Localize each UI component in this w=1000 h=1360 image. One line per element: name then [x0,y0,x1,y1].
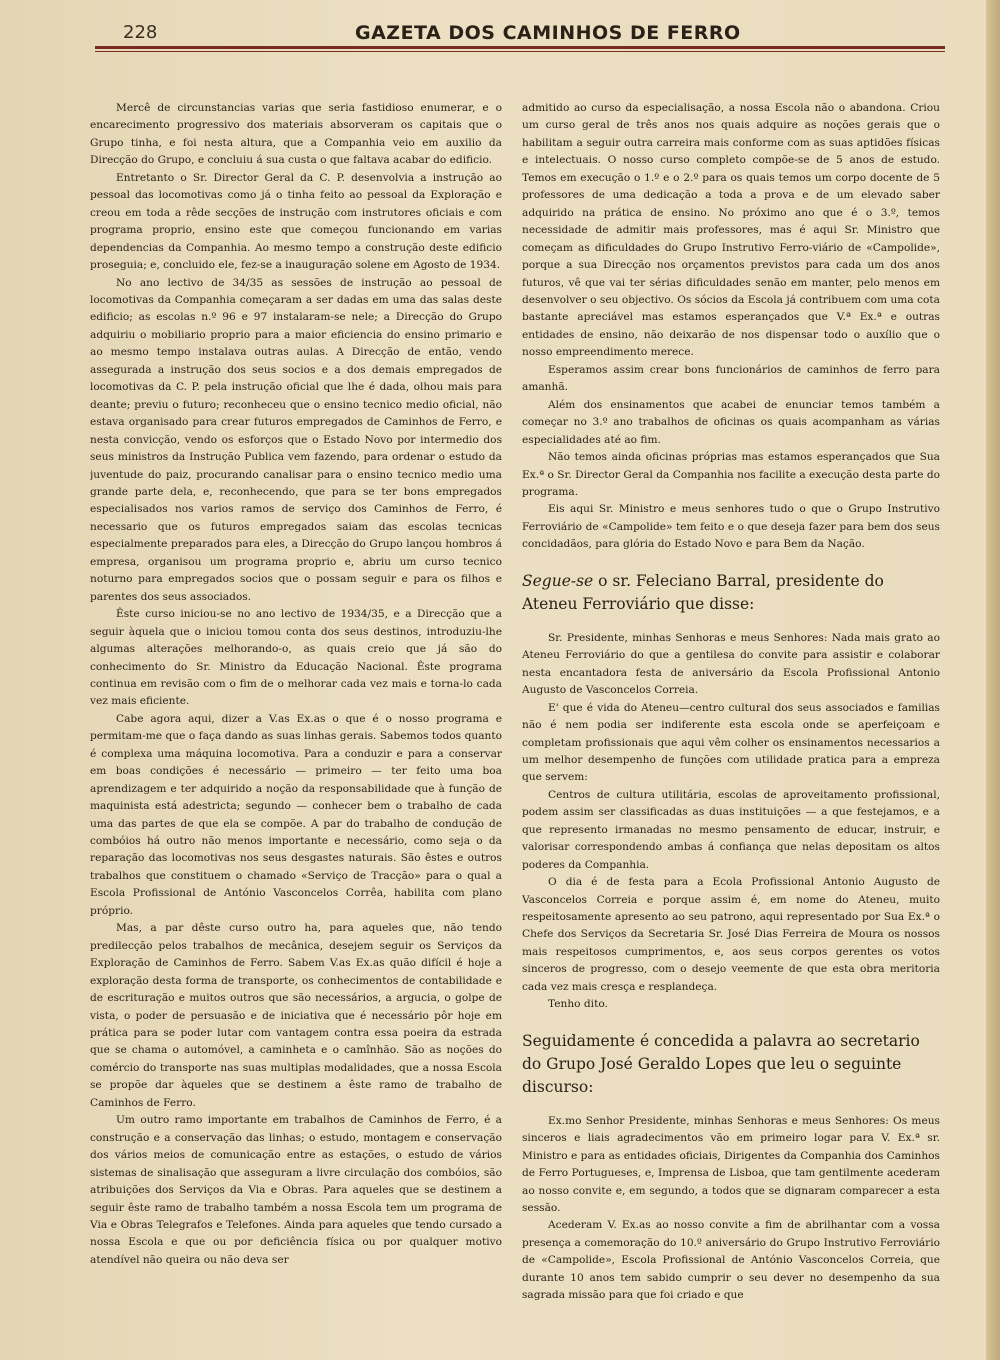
page-spine-edge [986,0,1000,1360]
heading-text: o sr. Feleciano Barral, presidente do Ateneu Ferroviário que disse: [522,571,884,613]
heading-italic-lead: Segue-se [522,571,594,590]
page-number: 228 [123,22,158,43]
paragraph: Não temos ainda oficinas próprias mas estamos esperançados que Sua Ex.ª o Sr. Director Geral da Companhia nos facilite a execução desta parte do programa. [522,451,940,498]
paragraph: O dia é de festa para a Ecola Profissional Antonio Augusto de Vasconcelos Correia e porque assim é, em nome do Ateneu, muito respeitosamente apresento ao seu patrono, aqui representado por Sua Ex.ª o Chefe dos Serviços da Secretaria Sr. José Dias Ferreira de Moura os nossos mais respeitosos cumprimentos, e, aos seus corpos gerentes os votos sinceros de progresso, com o desejo veemente de que esta obra meritoria cada vez mais cresça e resplandeça. [522,876,940,993]
header-rule [95,46,945,49]
paragraph: Esperamos assim crear bons funcionários de caminhos de ferro para amanhã. [522,363,940,394]
paragraph: Tenho dito. [548,998,608,1011]
header-rule-thin [95,51,945,52]
paragraph: Centros de cultura utilitária, escolas de aproveitamento profissional, podem assim ser classificadas as duas instituições — a que festejamos, e a que represento irmanadas no mesmo pensamento de educar, instruir, e valorisar correspondendo ambas á confiança que nelas depositam os altos poderes da Companhia. [522,788,940,871]
paragraph: Êste curso iniciou-se no ano lectivo de 1934/35, e a Direcção que a seguir àquela que o iniciou tomou conta dos seus destinos, introduziu-lhe algumas alterações melhorando-o, as quais creio que já são do conhecimento do Sr. Ministro da Educação Nacional. Êste programa continua em revisão com o fim de o melhorar cada vez mais e torna-lo cada vez mais eficiente. [90,608,502,708]
paragraph: Cabe agora aqui, dizer a V.as Ex.as o que é o nosso programa e permitam-me que o faça dando as suas linhas gerais. Sabemos todos quanto é complexa uma máquina locomotiva. Para a conduzir e para a conservar em boas condições é necessário — primeiro — ter feito uma boa aprendizagem e ter adquirido a noção da responsabilidade que à função de maquinista está adestricta; segundo — conhecer bem o trabalho de cada uma das partes de que ela se compõe. A par do trabalho de condução de combóios há outro não menos importante e necessário, como seja o da reparação das locomotivas nos seus desgastes naturais. São êstes e outros trabalhos que constituem o chamado «Serviço de Tracção» para o qual a Escola Profissional de António Vasconcelos Corrêa, habilita com plano próprio. [90,712,502,917]
section-heading-lopes: Seguidamente é concedida a palavra ao secretario do Grupo José Geraldo Lopes que leu o seguinte discurso: [522,1031,920,1096]
section-heading-barral [522,570,940,616]
paragraph: Além dos ensinamentos que acabei de enunciar temos também a começar no 3.º ano trabalhos de oficinas os quais acompanham as várias especialidades até ao fim. [522,398,940,446]
paragraph: Ex.mo Senhor Presidente, minhas Senhoras e meus Senhores: Os meus sinceros e liais agradecimentos vão em primeiro logar para V. Ex.ª sr. Ministro e para as entidades oficiais, Dirigentes da Companhia dos Caminhos de Ferro Portugueses, e, Imprensa de Lisboa, que tam gentilmente acederam ao nosso convite e, em segundo, a todos que se dignaram comparecer a esta sessão. [522,1114,940,1215]
paragraph: admitido ao curso da especialisação, a nossa Escola não o abandona. Criou um curso geral de três anos nos quais adquire as noções gerais que o habilitam a seguir outra carreira mais conforme com as suas aptidões físicas e intelectuais. O nosso curso completo compõe-se de 5 anos de estudo. Temos em execução o 1.º e o 2.º para os quais temos um corpo docente de 5 professores de uma dedicação a toda a prova e de um elevado saber adquirido na prática de ensino. No próximo ano que é o 3.º, temos necessidade de admitir mais professores, mas é aqui Sr. Ministro que começam as dificuldades do Grupo Instrutivo Ferro-viário de «Campolide», porque a sua Direcção nos orçamentos previstos para cada um dos anos futuros, vê que vai ter sérias dificuldades senão em manter, pelo menos em desenvolver o seu objectivo. Os sócios da Escola já contribuem com uma cota bastante apreciável mas estamos esperançados que V.ª Ex.ª e outras entidades de ensino, não deixarão de nos dispensar todo o auxílio que o nosso empreendimento merece. [522,102,940,359]
paragraph: Mercê de circunstancias varias que seria fastidioso enumerar, e o encarecimento progressivo dos materiais absorveram os capitais que o Grupo tinha, e foi nesta altura, que a Companhia veio em auxilio da Direcção do Grupo, e concluiu á sua custa o que faltava acabar do edificio. [90,102,502,167]
paragraph: No ano lectivo de 34/35 as sessões de instrução ao pessoal de locomotivas da Companhia começaram a ser dadas em uma das salas deste edificio; as escolas n.º 96 e 97 instalaram-se nele; a Direcção do Grupo adquiriu o mobiliario proprio para a maior eficiencia do ensino primario e ao mesmo tempo instalava outras aulas. A Direcção de então, vendo assegurada a instrução dos seus socios e a dos demais empregados de locomotivas da C. P. pela instrução oficial que lhe é dada, olhou mais para deante; previu o futuro; reconheceu que o ensino tecnico medio oficial, não estava organisado para crear futuros empregados de Caminhos de Ferro, e nesta convicção, vendo os esforços que o Estado Novo por intermedio dos seus ministros da Instrução Publica vem fazendo, para ordenar o estudo da juventude do paiz, procurando canalisar para o ensino tecnico medio uma grande parte dela, e, reconhecendo, que para se ter bons empregados especialisados nos varios ramos de serviço dos Caminhos de Ferro, é necessario que os futuros empregados saiam das escolas tecnicas especialmente preparados para eles, a Direcção do Grupo lançou hombros á empresa, organisou um programa proprio e, abriu um curso tecnico noturno para empregados socios que o possam seguir e para os filhos e parentes dos seus associados. [90,276,502,603]
left-column [90,100,502,1330]
paragraph: Acederam V. Ex.as ao nosso convite a fim de abrilhantar com a vossa presença a comemoração do 10.º aniversário do Grupo Instrutivo Ferroviário de «Campolide», Escola Profissional de António Vasconcelos Correia, que durante 10 anos tem sabido cumprir o seu dever no desempenho da sua sagrada missão para que foi criado e que [522,1219,940,1302]
paragraph: Entretanto o Sr. Director Geral da C. P. desenvolvia a instrução ao pessoal das locomotivas como já o tinha feito ao pessoal da Exploração e creou em toda a rêde secções de instrução com instrutores oficiais e com programa proprio, ensino este que começou funcionando em varias dependencias da Companhia. Ao mesmo tempo a construção deste edificio proseguia; e, concluido ele, fez-se a inauguração solene em Agosto de 1934. [90,171,502,272]
page-header [95,12,945,48]
right-column [522,100,940,1330]
paragraph: Um outro ramo importante em trabalhos de Caminhos de Ferro, é a construção e a conservação das linhas; o estudo, montagem e conservação dos vários meios de comunicação entre as estações, o estudo de vários sistemas de sinalisação que asseguram a livre circulação dos combóios, são atribuições dos Serviços da Via e Obras. Para aqueles que se destinem a seguir êste ramo de trabalho também a nossa Escola tem um programa de Via e Obras Telegrafos e Telefones. Ainda para aqueles que tendo cursado a nossa Escola e que ou por deficiência física ou por qualquer motivo atendível não queira ou não deva ser [90,1114,502,1266]
journal-title: GAZETA DOS CAMINHOS DE FERRO [355,22,741,44]
paragraph: Mas, a par dêste curso outro ha, para aqueles que, não tendo predilecção pelos trabalhos de mecânica, desejem seguir os Serviços da Exploração de Caminhos de Ferro. Sabem V.as Ex.as quão difícil é hoje a exploração desta forma de transporte, os conhecimentos de contabilidade e de escrituração e muitos outros que são necessários, a argucia, o golpe de vista, o poder de persuasão e de iniciativa que é necessário pôr hoje em prática para se poder lutar com vantagem contra essa poeira da estrada que se chama o automóvel, a caminheta e o camînhão. São as noções do comércio do transporte nas suas multiplas modalidades, que a nossa Escola se propõe dar àqueles que se destinem a êste ramo de trabalho de Caminhos de Ferro. [90,922,502,1109]
paragraph: E' que é vida do Ateneu—centro cultural dos seus associados e familias não é nem podia ser indiferente esta escola onde se aperfeiçoam e completam profissionais que aqui vêm colher os ensinamentos necessarios a um melhor desempenho de funções com utilidade pratica para a empreza que servem: [522,701,940,784]
paragraph: Sr. Presidente, minhas Senhoras e meus Senhores: Nada mais grato ao Ateneu Ferroviário do que a gentilesa do convite para assistir e colaborar nesta encantadora festa de aniversário da Escola Profissional Antonio Augusto de Vasconcelos Correia. [522,631,940,697]
paragraph: Eis aqui Sr. Ministro e meus senhores tudo o que o Grupo Instrutivo Ferroviário de «Campolide» tem feito e o que deseja fazer para bem dos seus concidadãos, para glória do Estado Novo e para Bem da Nação. [522,503,940,551]
